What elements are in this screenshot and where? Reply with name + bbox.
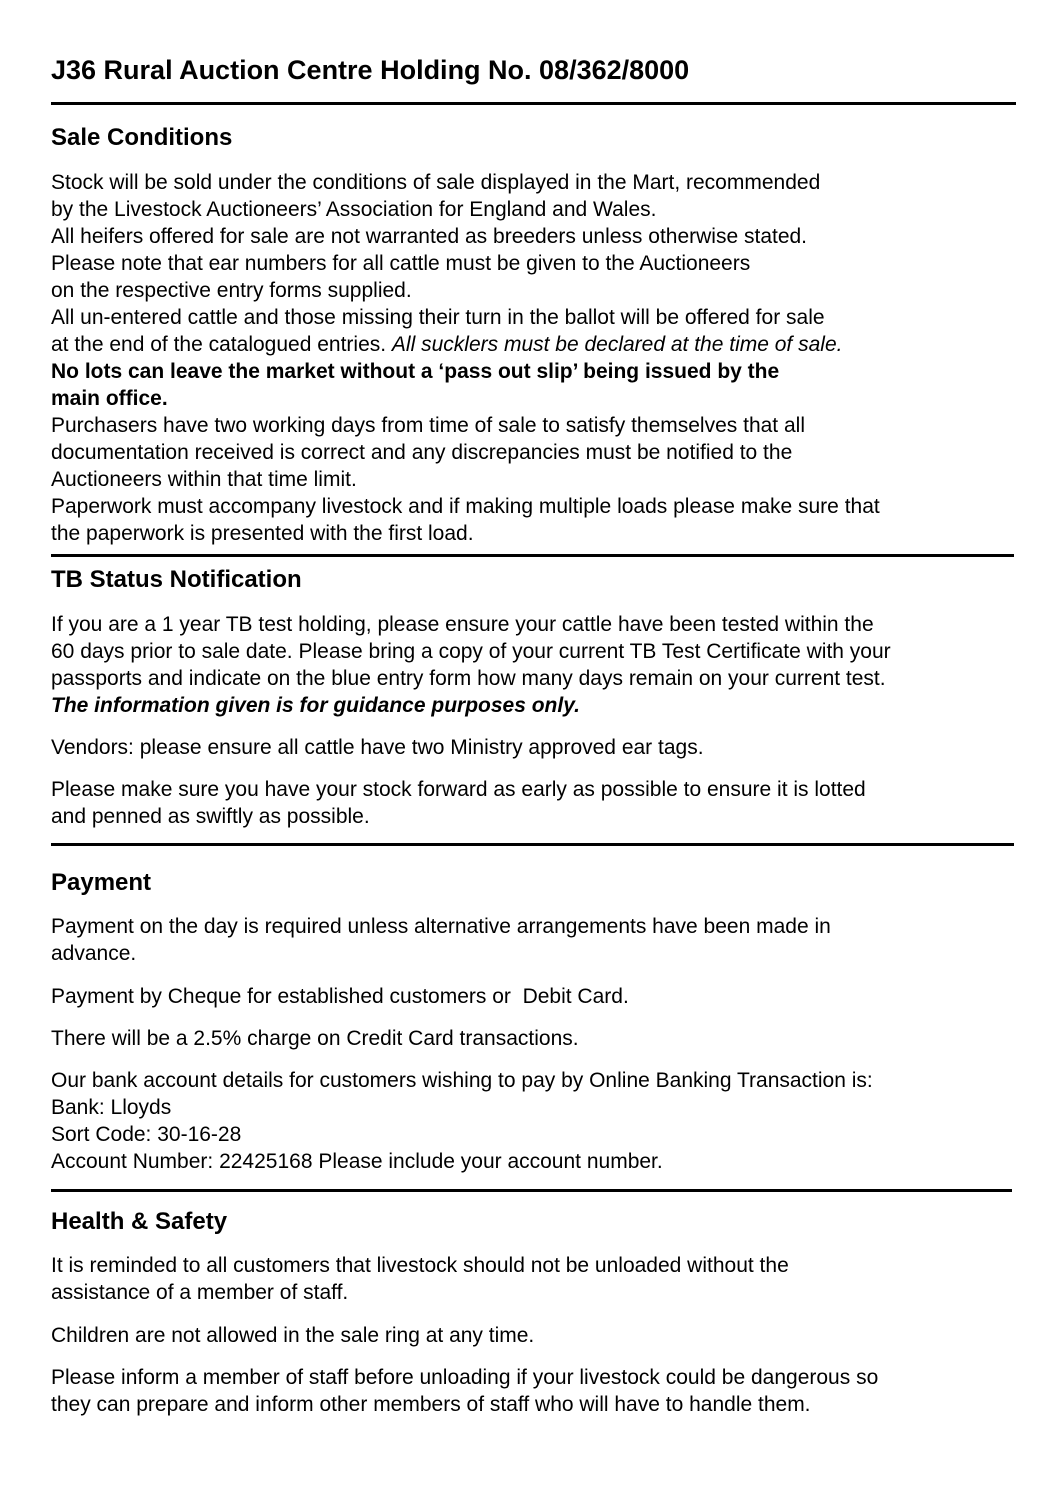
- text-line: Please make sure you have your stock forward as early as possible to ensure it is lotted: [51, 778, 866, 801]
- pass-out-slip-notice: main office.: [51, 387, 168, 410]
- text-line: There will be a 2.5% charge on Credit Card transactions.: [51, 1027, 579, 1050]
- text-line: advance.: [51, 942, 137, 965]
- sale-conditions-heading: Sale Conditions: [51, 124, 233, 151]
- guidance-notice: The information given is for guidance purposes only.: [51, 694, 580, 717]
- sucklers-notice: All sucklers must be declared at the time of sale.: [391, 333, 843, 356]
- text-line: Payment on the day is required unless alternative arrangements have been made in: [51, 915, 831, 938]
- payment-method-paragraph: [51, 983, 1026, 1010]
- stock-forward-paragraph: [51, 776, 1026, 830]
- text-line: All heifers offered for sale are not warranted as breeders unless otherwise stated.: [51, 225, 808, 248]
- text-line: on the respective entry forms supplied.: [51, 279, 412, 302]
- dangerous-livestock-paragraph: [51, 1364, 1026, 1418]
- text-segment: at the end of the catalogued entries.: [51, 333, 392, 356]
- text-line: Please inform a member of staff before unloading if your livestock could be dangerous so: [51, 1366, 879, 1389]
- ear-tags-paragraph: [51, 734, 1026, 761]
- text-line: Vendors: please ensure all cattle have two Ministry approved ear tags.: [51, 736, 704, 759]
- text-line: Auctioneers within that time limit.: [51, 468, 357, 491]
- text-line: by the Livestock Auctioneers’ Association for England and Wales.: [51, 198, 657, 221]
- section-divider: [51, 554, 1014, 557]
- text-line: the paperwork is presented with the first load.: [51, 522, 474, 545]
- text-line: they can prepare and inform other members of staff who will have to handle them.: [51, 1393, 811, 1416]
- account-number: Account Number: 22425168 Please include your account number.: [51, 1150, 663, 1173]
- text-line: Paperwork must accompany livestock and if making multiple loads please make sure that: [51, 495, 880, 518]
- credit-card-charge-paragraph: [51, 1025, 1026, 1052]
- text-line: Stock will be sold under the conditions of sale displayed in the Mart, recommended: [51, 171, 821, 194]
- title-divider: [51, 102, 1016, 105]
- tb-status-heading: TB Status Notification: [51, 566, 302, 593]
- text-line: If you are a 1 year TB test holding, please ensure your cattle have been tested within the: [51, 613, 874, 636]
- text-line: Children are not allowed in the sale ring at any time.: [51, 1324, 535, 1347]
- text-line: assistance of a member of staff.: [51, 1281, 349, 1304]
- payment-heading: Payment: [51, 869, 152, 896]
- health-safety-heading: Health & Safety: [51, 1208, 228, 1235]
- text-line: 60 days prior to sale date. Please bring a copy of your current TB Test Certificate with your: [51, 640, 891, 663]
- pass-out-slip-notice: No lots can leave the market without a ‘pass out slip’ being issued by the: [51, 360, 780, 383]
- bank-name: Bank: Lloyds: [51, 1096, 172, 1119]
- unloading-paragraph: [51, 1252, 1026, 1306]
- text-line: Our bank account details for customers wishing to pay by Online Banking Transaction is:: [51, 1069, 873, 1092]
- text-line: Purchasers have two working days from time of sale to satisfy themselves that all: [51, 414, 805, 437]
- payment-day-paragraph: [51, 913, 1026, 967]
- text-line: It is reminded to all customers that livestock should not be unloaded without the: [51, 1254, 789, 1277]
- sort-code: Sort Code: 30-16-28: [51, 1123, 242, 1146]
- text-line: and penned as swiftly as possible.: [51, 805, 370, 828]
- text-line: Please note that ear numbers for all cattle must be given to the Auctioneers: [51, 252, 751, 275]
- children-paragraph: [51, 1322, 1026, 1349]
- tb-status-paragraph: [51, 611, 1026, 719]
- section-divider: [51, 1189, 1012, 1192]
- section-divider: [51, 843, 1014, 846]
- text-line: Payment by Cheque for established customers or Debit Card.: [51, 985, 629, 1008]
- text-line: passports and indicate on the blue entry form how many days remain on your current test.: [51, 667, 886, 690]
- bank-details-paragraph: [51, 1067, 1026, 1175]
- text-line: [51, 331, 1026, 358]
- text-line: All un-entered cattle and those missing their turn in the ballot will be offered for sale: [51, 306, 825, 329]
- page-title: J36 Rural Auction Centre Holding No. 08/362/8000: [51, 55, 690, 85]
- text-line: documentation received is correct and any discrepancies must be notified to the: [51, 441, 793, 464]
- sale-conditions-text: [51, 169, 1026, 547]
